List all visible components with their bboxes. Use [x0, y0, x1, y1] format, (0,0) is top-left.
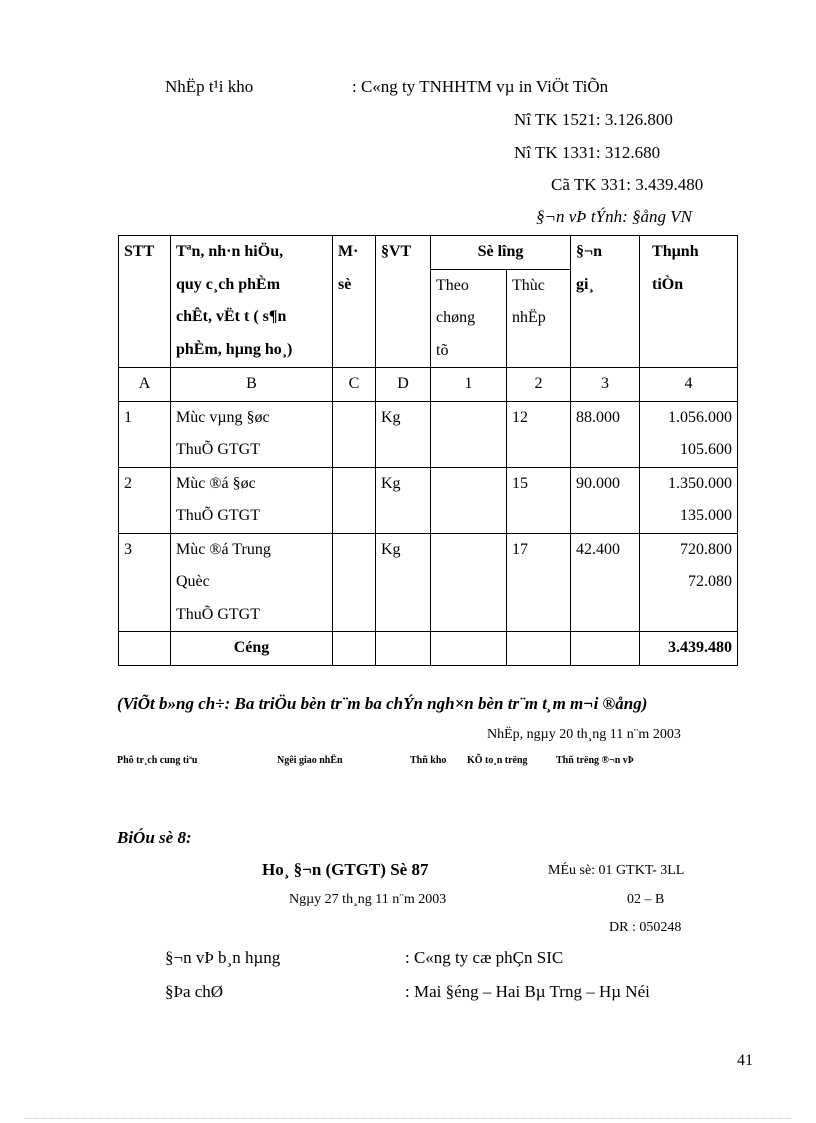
supplier-value: : C«ng ty TNHHTM vµ in ViÖt TiÕn — [352, 77, 609, 96]
seller-label: §¬n vÞ b¸n hµng — [165, 948, 281, 967]
row-amount-line: 1.350.000 — [668, 474, 733, 492]
goods-receipt-table — [118, 235, 738, 666]
page-number: 41 — [737, 1052, 753, 1069]
supplier-label: NhËp t¹i kho — [165, 77, 254, 96]
letter-cell: B — [171, 368, 333, 402]
col-head-name — [171, 236, 333, 368]
credit-331: Cã TK 331: 3.439.480 — [551, 175, 704, 194]
row-amount — [640, 533, 738, 632]
letter-cell: 3 — [571, 368, 640, 402]
row-qty-actual: 17 — [507, 533, 571, 632]
invoice-date: Ngµy 27 th¸ng 11 n¨m 2003 — [289, 892, 447, 907]
col-head-code — [333, 236, 376, 368]
col-head-unit: §VT — [376, 236, 431, 368]
table-letter-row — [119, 368, 738, 402]
signature-supply-manager: Phô tr¸ch cung tiªu — [117, 755, 198, 766]
page-bottom-divider — [25, 1118, 791, 1119]
total-empty — [431, 632, 507, 666]
row-name — [171, 533, 333, 632]
letter-cell: 1 — [431, 368, 507, 402]
seller-value: : C«ng ty cæ phÇn SIC — [405, 948, 564, 967]
table-row — [119, 401, 738, 467]
letter-cell: C — [333, 368, 376, 402]
row-code — [333, 401, 376, 467]
col-head-qty-doc-line: chøng — [436, 309, 476, 326]
signature-chief-accountant: KÕ to¸n trëng — [467, 755, 528, 766]
col-head-qty-actual-line: nhËp — [512, 309, 546, 326]
row-stt: 3 — [119, 533, 171, 632]
row-unit: Kg — [376, 401, 431, 467]
row-unit: Kg — [376, 467, 431, 533]
row-code — [333, 467, 376, 533]
row-amount-line: 72.080 — [688, 573, 733, 590]
col-head-price-line: §¬n — [576, 243, 603, 260]
col-head-qty-doc — [431, 269, 507, 368]
row-stt: 1 — [119, 401, 171, 467]
col-head-code-line: sè — [338, 275, 352, 293]
debit-1331: Nî TK 1331: 312.680 — [514, 143, 661, 162]
row-amount-line: 720.800 — [680, 540, 733, 558]
total-empty — [376, 632, 431, 666]
col-head-amount — [640, 236, 738, 368]
col-head-qty: Sè lîng — [431, 236, 571, 270]
col-head-qty-doc-line: tõ — [436, 341, 449, 359]
letter-cell: A — [119, 368, 171, 402]
table-header-row — [119, 236, 738, 270]
col-head-price — [571, 236, 640, 368]
row-amount-line: 135.000 — [680, 507, 733, 524]
letter-cell: 2 — [507, 368, 571, 402]
col-head-name-line: chÊt, vËt t ( s¶n — [176, 308, 287, 325]
table-row — [119, 467, 738, 533]
amount-in-words: (ViÕt b»ng ch÷: Ba triÖu bèn tr¨m ba chÝn ngh×n bèn tr¨m t¸m m¬i ®ång) — [117, 694, 648, 713]
total-empty — [119, 632, 171, 666]
row-name-line: Quèc — [176, 573, 210, 590]
row-stt: 2 — [119, 467, 171, 533]
col-head-name-line: phÈm, hµng ho¸) — [176, 340, 293, 358]
row-amount — [640, 401, 738, 467]
total-empty — [571, 632, 640, 666]
receipt-date: NhËp, ngµy 20 th¸ng 11 n¨m 2003 — [487, 727, 681, 742]
signature-deliverer: Ngêi giao nhËn — [277, 755, 343, 766]
row-price: 88.000 — [571, 401, 640, 467]
address-label: §Þa chØ — [165, 982, 224, 1001]
col-head-amount-line: Thµnh — [652, 243, 699, 260]
row-name-line: Mùc ®á §øc — [176, 474, 256, 492]
total-empty — [333, 632, 376, 666]
unit-note: §¬n vÞ tÝnh: §ång VN — [536, 207, 692, 226]
form8-heading: BiÓu sè 8: — [117, 828, 192, 847]
invoice-form-no: MÉu sè: 01 GTKT- 3LL — [548, 863, 685, 878]
row-qty-actual: 12 — [507, 401, 571, 467]
col-head-qty-actual — [507, 269, 571, 368]
table-row — [119, 533, 738, 632]
col-head-stt: STT — [119, 236, 171, 368]
row-name-line: ThuÕ GTGT — [176, 507, 260, 524]
row-qty-doc — [431, 401, 507, 467]
row-qty-actual: 15 — [507, 467, 571, 533]
address-value: : Mai §éng – Hai Bµ Trng – Hµ Néi — [405, 982, 650, 1001]
col-head-qty-doc-line: Theo — [436, 276, 469, 294]
invoice-code-b: 02 – B — [627, 892, 665, 907]
row-qty-doc — [431, 533, 507, 632]
invoice-title: Ho¸ §¬n (GTGT) Sè 87 — [262, 860, 429, 879]
row-amount-line: 105.600 — [680, 441, 733, 458]
row-price: 90.000 — [571, 467, 640, 533]
row-price: 42.400 — [571, 533, 640, 632]
row-code — [333, 533, 376, 632]
row-amount — [640, 467, 738, 533]
row-name-line: ThuÕ GTGT — [176, 441, 260, 458]
col-head-name-line: quy c¸ch phÈm — [176, 275, 281, 293]
col-head-name-line: Tªn, nh·n hiÖu, — [176, 243, 284, 260]
row-qty-doc — [431, 467, 507, 533]
row-name-line: ThuÕ GTGT — [176, 605, 260, 623]
signature-unit-head: Thñ trëng ®¬n vÞ — [556, 755, 634, 766]
row-name — [171, 467, 333, 533]
total-label: Céng — [171, 632, 333, 666]
total-empty — [507, 632, 571, 666]
letter-cell: 4 — [640, 368, 738, 402]
letter-cell: D — [376, 368, 431, 402]
col-head-amount-line: tiÒn — [652, 275, 684, 293]
debit-1521: Nî TK 1521: 3.126.800 — [514, 110, 673, 129]
invoice-dr: DR : 050248 — [609, 920, 682, 935]
col-head-qty-actual-line: Thùc — [512, 276, 545, 294]
signature-storekeeper: Thñ kho — [410, 755, 447, 766]
col-head-code-line: M· — [338, 243, 359, 260]
row-amount-line: 1.056.000 — [668, 408, 733, 426]
row-name-line: Mùc vµng §øc — [176, 408, 270, 426]
table-total-row — [119, 632, 738, 666]
row-name — [171, 401, 333, 467]
col-head-price-line: gi¸ — [576, 275, 594, 293]
total-amount: 3.439.480 — [640, 632, 738, 666]
row-unit: Kg — [376, 533, 431, 632]
row-name-line: Mùc ®á Trung — [176, 540, 271, 558]
